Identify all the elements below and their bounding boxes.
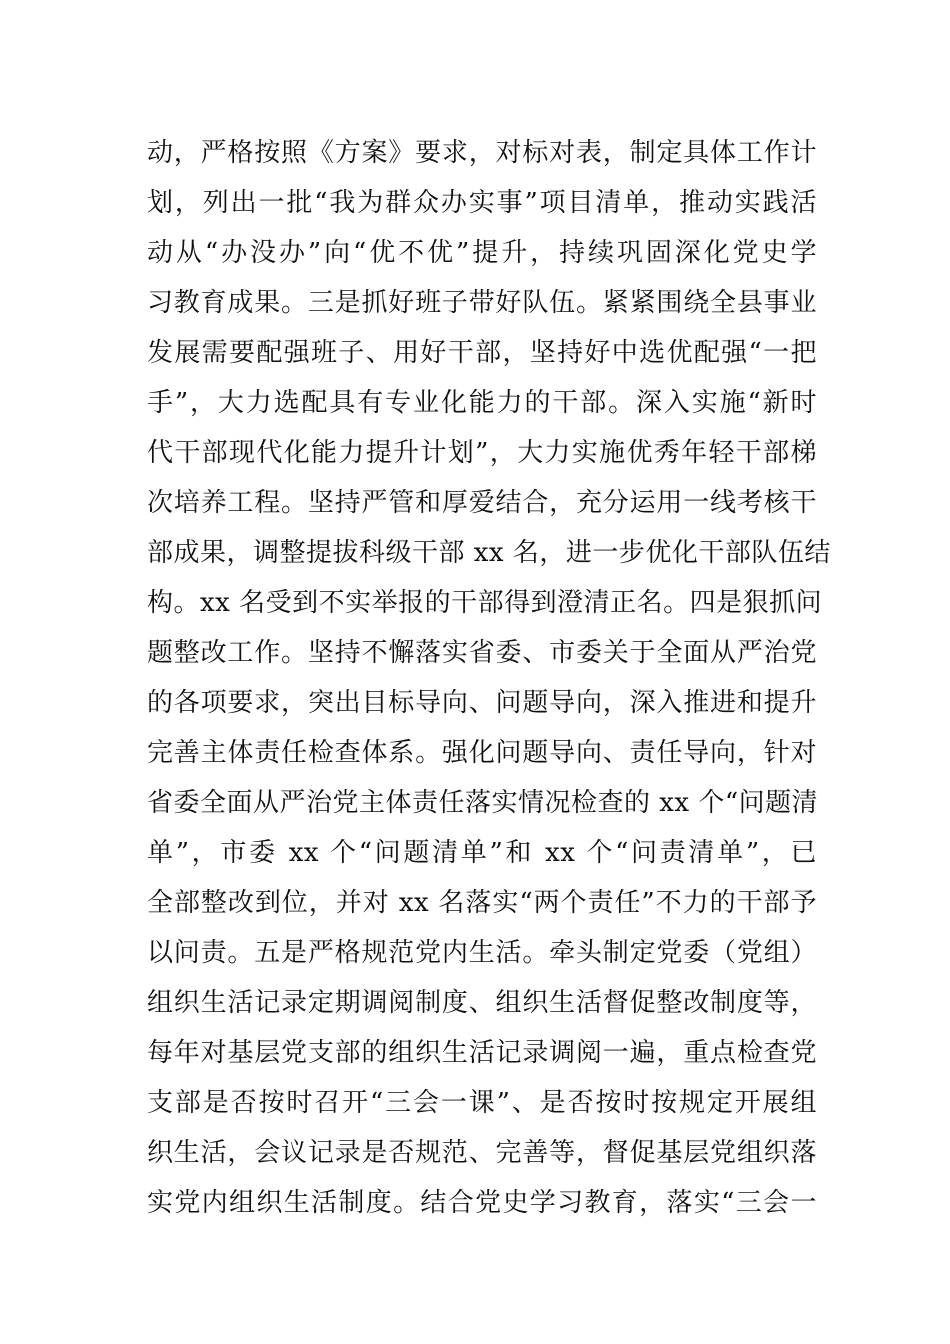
body-text (147, 131, 831, 1231)
text-line-17: 以问责。五是严格规范党内生活。牵头制定党委（党组） (147, 938, 817, 968)
text-line-10: 构。xx 名受到不实举报的干部得到澄清正名。四是狠抓问 (147, 588, 823, 618)
text-line-18: 组织生活记录定期调阅制度、组织生活督促整改制度等， (147, 988, 817, 1018)
text-line-9: 部成果，调整提拔科级干部 xx 名，进一步优化干部队伍结 (147, 538, 831, 568)
text-line-12: 的各项要求，突出目标导向、问题导向，深入推进和提升 (147, 688, 817, 718)
text-line-2: 划，列出一批“我为群众办实事”项目清单，推动实践活 (147, 188, 817, 218)
text-line-20: 支部是否按时召开“三会一课”、是否按时按规定开展组 (147, 1088, 817, 1118)
text-line-16: 全部整改到位，并对 xx 名落实“两个责任”不力的干部予 (147, 888, 817, 918)
text-line-7: 代干部现代化能力提升计划”，大力实施优秀年轻干部梯 (147, 438, 817, 468)
text-line-5: 发展需要配强班子、用好干部，坚持好中选优配强“一把 (147, 338, 817, 368)
text-line-1: 动，严格按照《方案》要求，对标对表，制定具体工作计 (147, 138, 817, 168)
text-line-15: 单”，市委 xx 个“问题清单”和 xx 个“问责清单”，已 (147, 838, 817, 868)
text-line-6: 手”，大力选配具有专业化能力的干部。深入实施“新时 (147, 388, 817, 418)
text-line-3: 动从“办没办”向“优不优”提升，持续巩固深化党史学 (147, 238, 817, 268)
text-line-13: 完善主体责任检查体系。强化问题导向、责任导向，针对 (147, 738, 817, 768)
text-line-4: 习教育成果。三是抓好班子带好队伍。紧紧围绕全县事业 (147, 288, 817, 318)
text-line-22: 实党内组织生活制度。结合党史学习教育，落实“三会一 (147, 1188, 817, 1218)
text-line-8: 次培养工程。坚持严管和厚爱结合，充分运用一线考核干 (147, 488, 817, 518)
text-line-14: 省委全面从严治党主体责任落实情况检查的 xx 个“问题清 (147, 788, 819, 818)
text-line-11: 题整改工作。坚持不懈落实省委、市委关于全面从严治党 (147, 638, 817, 668)
text-line-21: 织生活，会议记录是否规范、完善等，督促基层党组织落 (147, 1138, 817, 1168)
text-line-19: 每年对基层党支部的组织生活记录调阅一遍，重点检查党 (147, 1038, 817, 1068)
